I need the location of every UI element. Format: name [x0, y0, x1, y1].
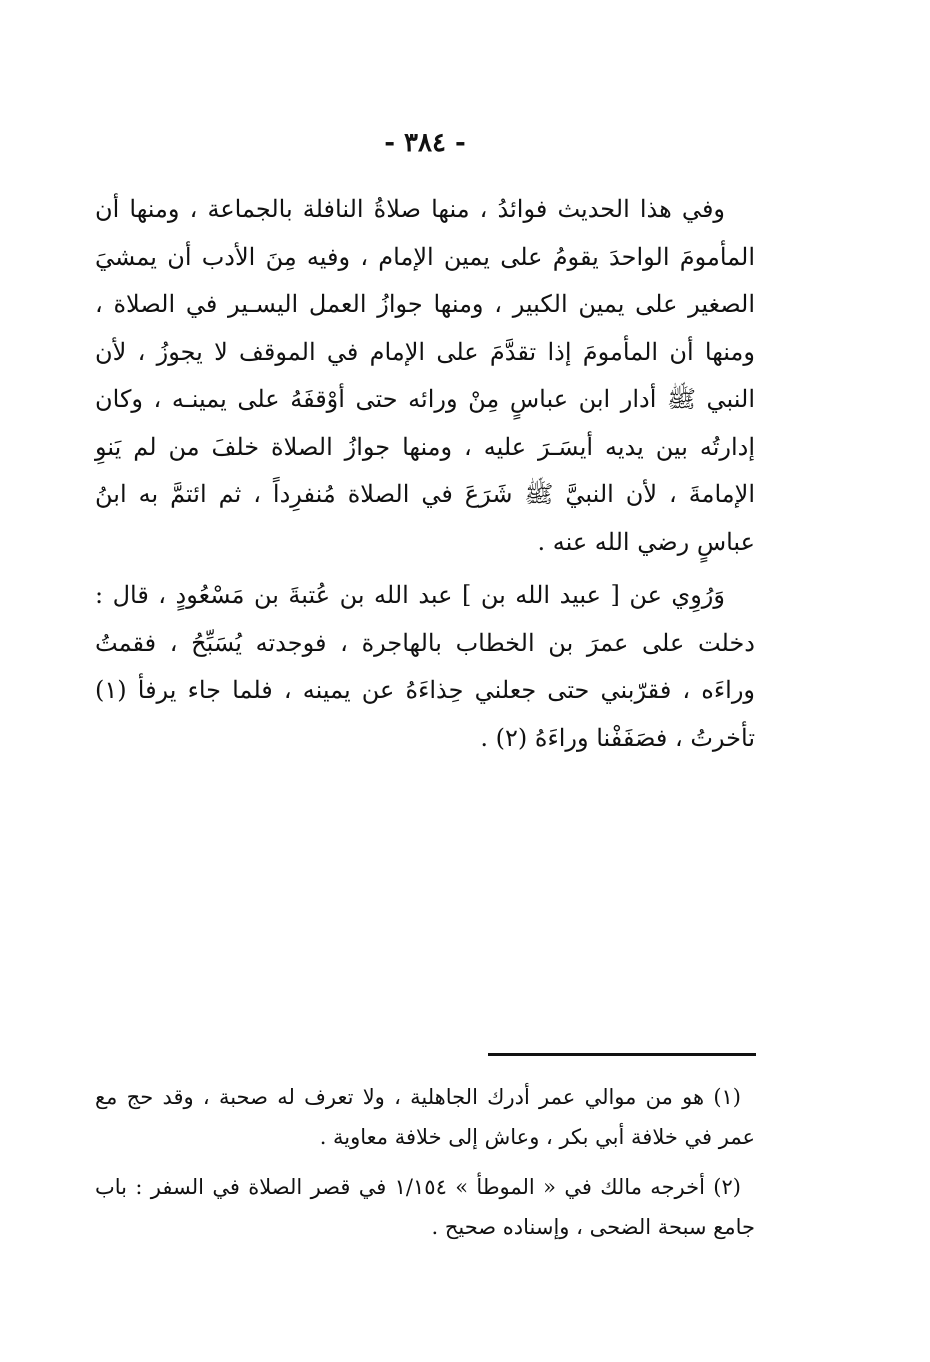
hadith-commentary-paragraph: وفي هذا الحديث فوائدُ ، منها صلاةُ النافلة بالجماعة ، ومنها أن المأمومَ الواحدَ يقومُ على يمين الإمام ، وفيه مِنَ الأدب أن يمشيَ الصغير على يمين الكبير ، ومنها جوازُ العمل اليسـير في الصلاة ، ومنها أن المأمومَ إذا تقدَّمَ على الإمام في الموقف لا يجوزُ ، لأن النبي ﷺ أدار ابن عباسٍ مِنْ ورائه حتى أوْقفَهُ على يمينـه ، وكان إدارتُه بين يديه أيسَـرَ عليه ، ومنها جوازُ الصلاة خلفَ من لم يَنوِ الإمامةَ ، لأن النبيَّ ﷺ شَرَعَ في الصلاة مُنفرِداً ، ثم ائتمَّ به ابنُ عباسٍ رضي الله عنه . — [95, 195, 755, 556]
page-number: - ٣٨٤ - — [384, 128, 466, 158]
narration-paragraph: وَرُوِي عن [ عبيد الله بن ] عبد الله بن عُتبةَ بن مَسْعُودٍ ، قال : دخلت على عمرَ بن الخطاب بالهاجرة ، فوجدته يُسَبِّحُ ، فقمتُ وراءَه ، فقرّبني حتى جعلني حِذاءَهُ عن يمينه ، فلما جاء يرفأ (١) تأخرتُ ، فصَفَفْنا وراءَهُ (٢) . — [95, 581, 755, 752]
main-text — [95, 186, 755, 566]
footnotes — [95, 1077, 755, 1257]
footnote-separator — [488, 1053, 756, 1056]
footnote-2: (٢) أخرجه مالك في « الموطأ » ١/١٥٤ في قصر الصلاة في السفر : باب جامع سبحة الضحى ، وإسناده صحيح . — [95, 1175, 755, 1239]
narration-text — [95, 572, 755, 762]
footnote-1: (١) هو من موالي عمر أدرك الجاهلية ، ولا تعرف له صحبة ، وقد حج مع عمر في خلافة أبي بكر ، وعاش إلى خلافة معاوية . — [95, 1085, 755, 1149]
